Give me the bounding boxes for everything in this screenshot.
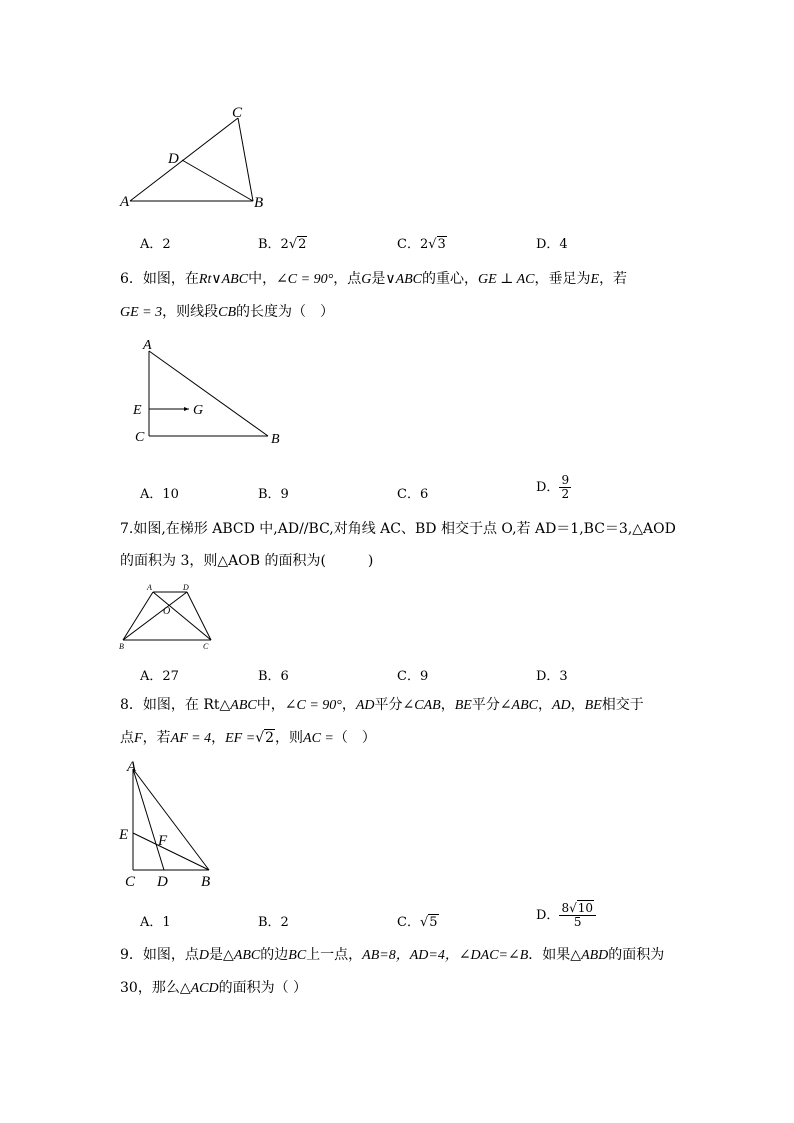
q8-point-f: F	[134, 731, 143, 746]
label-b: B	[119, 642, 124, 651]
segment-db	[182, 160, 253, 201]
q9-bc: BC	[288, 948, 307, 963]
q8-cab: ∠CAB	[402, 698, 441, 713]
label-d: D	[157, 874, 168, 890]
q8-text: ，若	[142, 730, 171, 746]
q6-text: ，垂足为	[534, 271, 591, 287]
sqrt-symbol: √	[428, 237, 437, 252]
label-c: C	[125, 874, 136, 890]
numerator: 9	[561, 473, 570, 487]
q5-option-c-prefix: C．2	[397, 237, 429, 252]
fraction	[559, 902, 596, 929]
q8-text: 平分	[374, 697, 403, 713]
q9-text: 上一点，	[306, 947, 363, 963]
q5-option-b-radicand: 2	[298, 237, 307, 252]
figure-q8	[115, 755, 225, 890]
question-7	[120, 513, 700, 577]
q5-option-b-prefix: B．2	[258, 237, 289, 252]
segment-ac	[153, 592, 211, 640]
q8-text: ，	[538, 697, 552, 713]
q8-text: ，	[341, 697, 356, 713]
label-c: C	[232, 105, 243, 121]
q7-option-a[interactable]: A．27	[140, 669, 179, 684]
q8-option-a[interactable]: A．1	[140, 915, 171, 930]
q8-option-b[interactable]: B．2	[258, 915, 289, 930]
q8-text: 中，	[256, 697, 285, 713]
segment-dc	[187, 592, 211, 640]
q8-text: ，	[211, 730, 226, 746]
sqrt-symbol: √	[255, 730, 265, 746]
q7-option-d[interactable]: D．3	[536, 669, 568, 684]
numerator	[559, 902, 596, 916]
coefficient: 8	[561, 901, 570, 915]
q6-option-b[interactable]: B．9	[258, 487, 289, 502]
segment-ad	[133, 769, 164, 870]
q7-line-1: 7.如图,在梯形 ABCD 中,AD//BC,对角线 AC、BD 相交于点 O,若 AD＝1,BC＝3,△AOD	[120, 521, 676, 537]
q9-text: ．如果△	[528, 947, 582, 963]
q8-be: BE	[584, 698, 602, 713]
q6-text: ，则线段	[162, 304, 219, 320]
label-f: F	[158, 833, 168, 849]
q8-text: ，	[570, 697, 585, 713]
figure-q5	[110, 100, 290, 215]
q5-option-c[interactable]	[397, 233, 447, 252]
label-a: A	[120, 194, 130, 210]
denominator: 2	[561, 487, 570, 501]
q6-text: ，若	[599, 271, 628, 287]
q6-point-g: G	[361, 272, 372, 287]
label-d: D	[183, 583, 189, 592]
q6-text: 的长度为（ ）	[236, 304, 334, 320]
q6-option-c[interactable]: C．6	[397, 487, 429, 502]
q8-ef-radicand: 2	[265, 730, 275, 746]
q6-rt: Rt	[198, 272, 212, 287]
q6-text: 如图，在	[142, 271, 199, 287]
q8-be: BE	[454, 698, 472, 713]
q7-option-b[interactable]: B．6	[258, 669, 289, 684]
q9-text: 9．如图，点	[120, 947, 199, 963]
arrow-head-icon	[184, 407, 189, 411]
q6-perp: GE ⊥ AC	[478, 272, 535, 287]
question-9	[120, 939, 690, 1005]
q5-option-b[interactable]	[258, 233, 307, 252]
q5-option-d[interactable]: D．4	[536, 237, 568, 252]
q8-ad: AD	[552, 698, 571, 713]
q9-line-2	[120, 972, 690, 1005]
q8-text: 相交于	[601, 697, 644, 713]
q8-text: （ ）	[333, 730, 376, 746]
q8-ac: AC =	[303, 731, 334, 746]
q6-line-2	[120, 296, 680, 329]
q6-option-d[interactable]	[536, 474, 571, 501]
q6-angle: ∠C = 90°	[276, 272, 334, 287]
q9-text: 是△	[209, 947, 234, 963]
question-8	[120, 689, 690, 755]
label-b: B	[271, 432, 280, 447]
q5-option-c-radicand: 3	[437, 237, 446, 252]
q6-text: 中，	[248, 271, 277, 287]
q6-triangle: ∨ABC	[385, 272, 423, 287]
segment-bd	[123, 592, 187, 640]
q9-line-1	[120, 939, 690, 972]
q9-text: 30，那么△	[120, 980, 191, 996]
q9-text: 的面积为（ ）	[218, 980, 308, 996]
q6-point-e: E	[590, 272, 600, 287]
q6-line-1	[120, 263, 680, 296]
denominator: 5	[573, 915, 582, 929]
q9-abc: ABC	[233, 948, 261, 963]
q6-ge: GE = 3	[120, 305, 163, 320]
sqrt-symbol: √	[288, 237, 298, 252]
radicand: 10	[577, 901, 594, 915]
q8-abc-angle: ∠ABC	[499, 698, 538, 713]
q8-text: 平分	[471, 697, 500, 713]
q9-conditions: AB=8，AD=4，∠DAC=∠B	[362, 948, 529, 963]
q6-triangle: ∨ABC	[211, 272, 249, 287]
label-b: B	[201, 874, 211, 890]
q9-point-d: D	[198, 948, 210, 963]
fraction	[559, 474, 571, 501]
label-e: E	[133, 403, 142, 418]
q6-option-d-prefix: D．	[536, 480, 560, 495]
question-6	[120, 263, 680, 329]
label-b: B	[254, 195, 264, 211]
q8-ef: EF =	[225, 731, 256, 746]
segment-ac	[130, 118, 238, 201]
q8-option-c-prefix: C．	[397, 915, 420, 930]
segment-ab	[133, 769, 209, 870]
q6-cb: CB	[218, 305, 236, 320]
q9-text: 的面积为	[608, 947, 665, 963]
q6-option-a[interactable]: A．10	[140, 487, 179, 502]
figure-q6	[125, 335, 295, 450]
segment-ab	[149, 351, 268, 436]
q8-option-d-prefix: D．	[536, 908, 560, 923]
label-a: A	[143, 338, 152, 353]
q8-text: ，	[440, 697, 455, 713]
q8-line-2	[120, 722, 690, 755]
label-e: E	[119, 827, 129, 843]
q8-text: ，则	[275, 730, 304, 746]
segment-be	[133, 833, 209, 870]
sqrt-symbol: √	[419, 915, 429, 930]
q5-option-a[interactable]: A．2	[140, 237, 171, 252]
q6-text: ，点	[333, 271, 362, 287]
q9-text: 的边	[260, 947, 289, 963]
segment-ab	[123, 592, 153, 640]
q8-option-c-radicand: 5	[429, 915, 438, 930]
label-c: C	[135, 430, 145, 445]
q8-text: 点	[120, 730, 134, 746]
label-g: G	[193, 403, 204, 418]
q7-option-c[interactable]: C．9	[397, 669, 429, 684]
label-a: A	[147, 583, 152, 592]
q6-text: 的重心，	[422, 271, 479, 287]
q8-abc: ABC	[230, 698, 257, 713]
label-o: O	[163, 606, 171, 617]
q7-line-2: 的面积为 3，则△AOB 的面积为( )	[120, 553, 374, 569]
label-d: D	[168, 151, 179, 167]
q8-text: 8．如图，在 Rt△	[120, 697, 231, 713]
q8-af: AF = 4	[170, 731, 212, 746]
q8-angle: ∠C = 90°	[284, 698, 342, 713]
q8-ad: AD	[355, 698, 375, 713]
q8-option-d[interactable]	[536, 902, 596, 929]
q6-number: 6．	[120, 271, 143, 287]
label-c: C	[203, 642, 209, 651]
segment-cb	[238, 118, 253, 201]
q6-text: 是	[371, 271, 386, 287]
q8-line-1	[120, 689, 690, 722]
label-a: A	[127, 759, 137, 775]
q9-acd: ACD	[190, 981, 219, 996]
q8-option-c[interactable]	[397, 911, 439, 930]
q9-abd: ABD	[581, 948, 609, 963]
sqrt-symbol: √	[569, 901, 577, 915]
figure-q7	[115, 580, 220, 652]
